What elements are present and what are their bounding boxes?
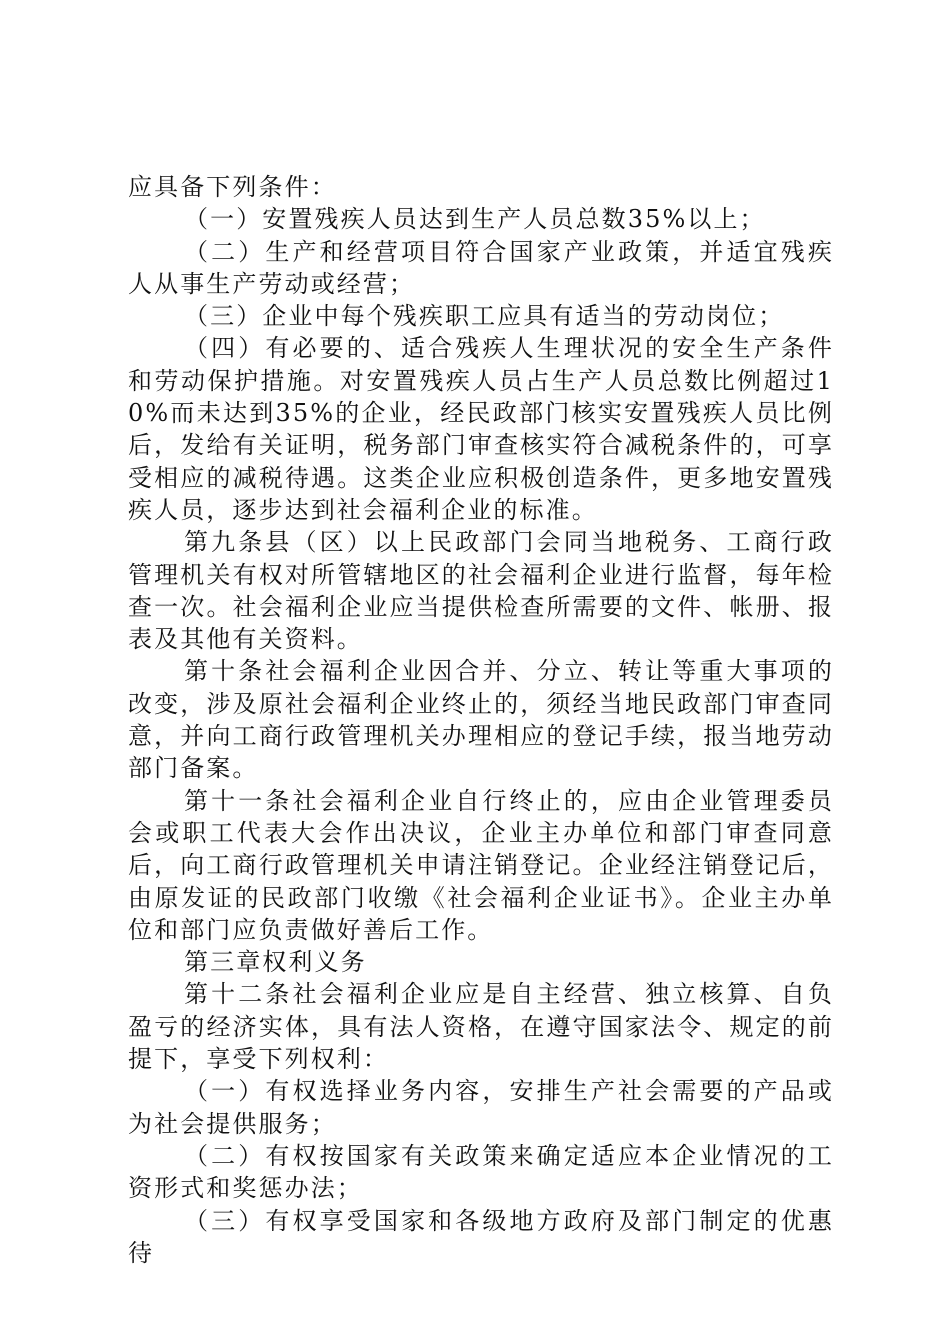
- paragraph-article-12: 第十二条社会福利企业应是自主经营、独立核算、自负盈亏的经济实体，具有法人资格，在遵守国家法令、规定的前提下，享受下列权利：: [128, 980, 834, 1074]
- paragraph-article-10: 第十条社会福利企业因合并、分立、转让等重大事项的改变，涉及原社会福利企业终止的，须经当地民政部门审查同意，并向工商行政管理机关办理相应的登记手续，报当地劳动部门备案。: [128, 657, 834, 783]
- paragraph-condition-3: （三）企业中每个残疾职工应具有适当的劳动岗位；: [184, 302, 785, 331]
- paragraph-right-1: （一）有权选择业务内容，安排生产社会需要的产品或为社会提供服务；: [128, 1077, 834, 1138]
- paragraph-article-11: 第十一条社会福利企业自行终止的，应由企业管理委员会或职工代表大会作出决议，企业主办单位和部门审查同意后，向工商行政管理机关申请注销登记。企业经注销登记后，由原发证的民政部门收缴《社会福利企业证书》。企业主办单位和部门应负责做好善后工作。: [128, 786, 834, 944]
- paragraph-condition-2: （二）生产和经营项目符合国家产业政策，并适宜残疾人从事生产劳动或经营；: [128, 237, 834, 298]
- chapter-heading: 第三章权利义务: [184, 948, 367, 977]
- paragraph-right-2: （二）有权按国家有关政策来确定适应本企业情况的工资形式和奖惩办法；: [128, 1141, 834, 1203]
- paragraph-article-9: 第九条县（区）以上民政部门会同当地税务、工商行政管理机关有权对所管辖地区的社会福利企业进行监督，每年检查一次。社会福利企业应当提供检查所需要的文件、帐册、报表及其他有关资料。: [128, 528, 834, 654]
- paragraph-conditions-intro: 应具备下列条件：: [128, 173, 337, 201]
- paragraph-condition-4: （四）有必要的、适合残疾人生理状况的安全生产条件和劳动保护措施。对安置残疾人员占生产人员总数比例超过10%而未达到35%的企业，经民政部门核实安置残疾人员比例后，发给有关证明，税务部门审查核实符合减税条件的，可享受相应的减税待遇。这类企业应积极创造条件，更多地安置残疾人员，逐步达到社会福利企业的标准。: [128, 334, 834, 524]
- paragraph-condition-1: （一）安置残疾人员达到生产人员总数35%以上；: [184, 205, 766, 234]
- paragraph-right-3: （三）有权享受国家和各级地方政府及部门制定的优惠待: [128, 1206, 834, 1267]
- document-body: [128, 171, 834, 1269]
